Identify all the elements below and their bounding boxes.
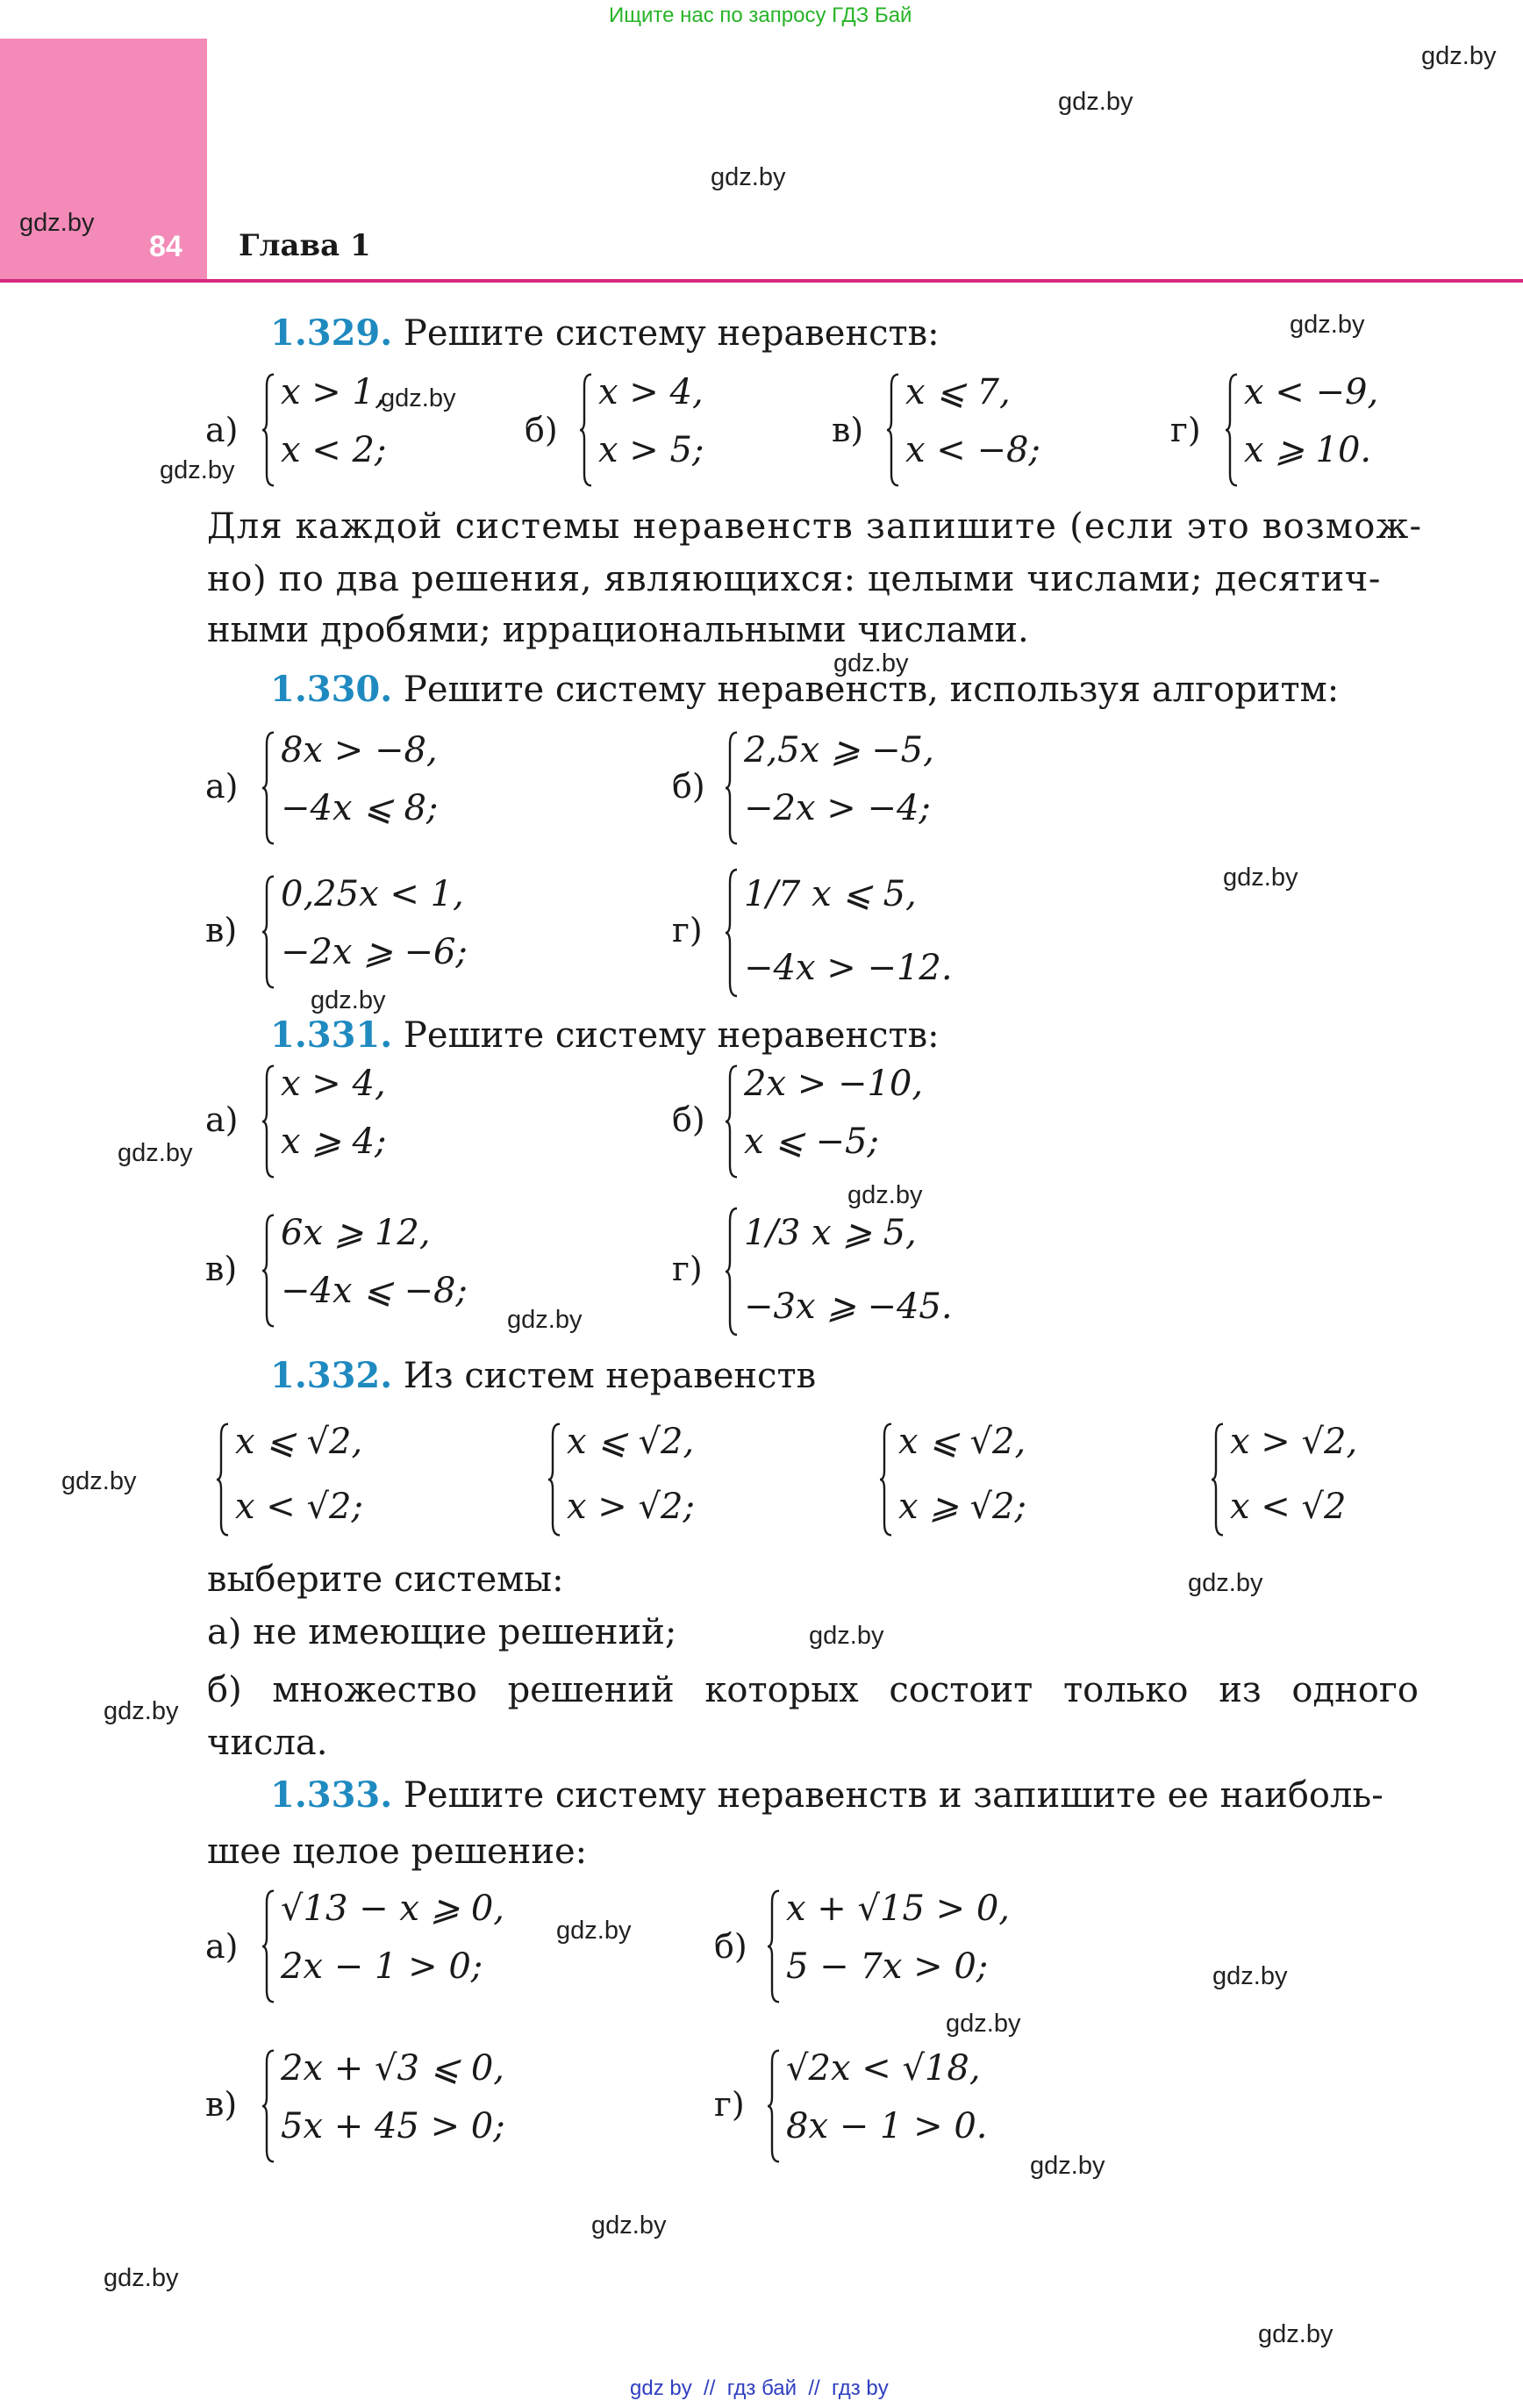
system-line: 8x − 1 > 0. bbox=[786, 2106, 988, 2146]
inequality-system bbox=[767, 1888, 1056, 2004]
system-line: −3x ⩾ −45. bbox=[744, 1286, 953, 1327]
watermark: gdz.by bbox=[104, 2264, 179, 2292]
watermark: gdz.by bbox=[507, 1306, 583, 1334]
system-line: 0,25x < 1, bbox=[281, 874, 464, 914]
brace-icon bbox=[725, 730, 739, 846]
inequality-system bbox=[725, 1064, 970, 1179]
system-line: x > 5; bbox=[598, 430, 704, 470]
system-line: x > √2; bbox=[567, 1487, 695, 1527]
system-line: 2x + √3 ⩽ 0, bbox=[281, 2048, 504, 2089]
watermark: gdz.by bbox=[833, 649, 909, 677]
item-label: г) bbox=[1170, 411, 1201, 449]
system-line: x ⩾ √2; bbox=[898, 1487, 1026, 1527]
brace-icon bbox=[261, 730, 275, 846]
system-line: √13 − x ⩾ 0, bbox=[281, 1888, 504, 1929]
system-line: 8x > −8, bbox=[281, 730, 438, 770]
problem-text: Решите систему неравенств: bbox=[403, 1015, 940, 1056]
inequality-system bbox=[1211, 1422, 1386, 1537]
item-label: а) bbox=[205, 411, 239, 449]
option-b-line: числа. bbox=[207, 1723, 328, 1763]
item-label: б) bbox=[672, 1100, 705, 1139]
inequality-system bbox=[261, 1213, 490, 1329]
system-line: 5 − 7x > 0; bbox=[786, 1946, 989, 1987]
top-search-note: Ищите нас по запросу ГДЗ Бай bbox=[609, 4, 912, 27]
system-line: 1/3 x ⩾ 5, bbox=[744, 1213, 917, 1253]
system-line: x > 4, bbox=[281, 1064, 386, 1104]
watermark: gdz.by bbox=[160, 456, 235, 484]
system-line: x > 4, bbox=[598, 372, 704, 412]
watermark: gdz.by bbox=[556, 1917, 632, 1945]
system-line: x < √2 bbox=[1230, 1487, 1347, 1527]
brace-icon bbox=[879, 1422, 893, 1537]
paragraph-line: Для каждой системы неравенств запишите (если это возмож- bbox=[207, 506, 1423, 547]
inequality-system bbox=[261, 1064, 437, 1179]
paragraph-line: но) по два решения, являющихся: целыми числами; десятич- bbox=[207, 559, 1381, 599]
system-line: x < √2; bbox=[235, 1487, 363, 1527]
problem-text: Из систем неравенств bbox=[403, 1356, 817, 1396]
item-label: г) bbox=[714, 2085, 745, 2124]
paragraph-line: шее целое решение: bbox=[207, 1831, 588, 1872]
brace-icon bbox=[1211, 1422, 1225, 1537]
system-line: x < 2; bbox=[281, 430, 387, 470]
inequality-system bbox=[261, 1888, 551, 2004]
watermark: gdz.by bbox=[711, 163, 786, 191]
problem-text: Решите систему неравенств и запишите ее наиболь- bbox=[403, 1775, 1384, 1816]
problem-number: 1.332. bbox=[270, 1355, 393, 1396]
item-label: а) bbox=[205, 1927, 239, 1966]
watermark: gdz.by bbox=[1223, 864, 1298, 892]
system-line: x ⩽ −5; bbox=[744, 1122, 879, 1162]
brace-icon bbox=[725, 867, 739, 999]
watermark: gdz.by bbox=[19, 209, 95, 237]
item-label: в) bbox=[832, 411, 864, 449]
problem-text: Решите систему неравенств: bbox=[403, 313, 940, 354]
brace-icon bbox=[725, 1206, 739, 1337]
system-line: 2x > −10, bbox=[744, 1064, 924, 1104]
system-line: 2,5x ⩾ −5, bbox=[744, 730, 934, 770]
brace-icon bbox=[1225, 372, 1239, 488]
watermark: gdz.by bbox=[1058, 88, 1133, 116]
system-line: 6x ⩾ 12, bbox=[281, 1213, 431, 1253]
page-number: 84 bbox=[149, 230, 182, 263]
watermark: gdz.by bbox=[381, 384, 456, 412]
brace-icon bbox=[767, 2048, 781, 2164]
watermark: gdz.by bbox=[311, 986, 386, 1014]
watermark: gdz.by bbox=[591, 2211, 667, 2240]
watermark: gdz.by bbox=[946, 2010, 1021, 2038]
system-line: x < −9, bbox=[1244, 372, 1379, 412]
problem-1-329-heading bbox=[270, 312, 940, 354]
inequality-system bbox=[725, 867, 988, 999]
watermark: gdz.by bbox=[1188, 1569, 1263, 1597]
inequality-system bbox=[261, 874, 507, 990]
watermark: gdz.by bbox=[1212, 1962, 1288, 1990]
problem-number: 1.331. bbox=[270, 1014, 393, 1056]
watermark: gdz.by bbox=[809, 1622, 884, 1650]
paragraph-line: ными дробями; иррациональными числами. bbox=[207, 610, 1029, 650]
item-label: в) bbox=[205, 1250, 238, 1288]
option-a: а) не имеющие решений; bbox=[207, 1612, 677, 1652]
paragraph-line: выберите системы: bbox=[207, 1559, 564, 1600]
problem-number: 1.330. bbox=[270, 669, 393, 710]
system-line: −4x > −12. bbox=[744, 948, 953, 988]
inequality-system bbox=[879, 1422, 1055, 1537]
system-line: −2x ⩾ −6; bbox=[281, 932, 468, 972]
inequality-system bbox=[886, 372, 1088, 488]
system-line: x < −8; bbox=[905, 430, 1040, 470]
problem-number: 1.333. bbox=[270, 1774, 393, 1816]
watermark: gdz.by bbox=[1290, 311, 1365, 339]
watermark: gdz.by bbox=[1030, 2152, 1105, 2180]
item-label: в) bbox=[205, 911, 238, 950]
inequality-system bbox=[579, 372, 754, 488]
item-label: г) bbox=[672, 1250, 703, 1288]
inequality-system bbox=[725, 1206, 988, 1337]
inequality-system bbox=[725, 730, 988, 846]
system-line: x > √2, bbox=[1230, 1422, 1358, 1462]
watermark: gdz.by bbox=[104, 1697, 179, 1725]
system-line: x + √15 > 0, bbox=[786, 1888, 1010, 1929]
system-line: x ⩽ √2, bbox=[235, 1422, 363, 1462]
system-line: 2x − 1 > 0; bbox=[281, 1946, 483, 1987]
inequality-system bbox=[547, 1422, 723, 1537]
item-label: а) bbox=[205, 767, 239, 806]
inequality-system bbox=[261, 730, 490, 846]
system-line: −4x ⩽ −8; bbox=[281, 1271, 468, 1311]
problem-1-332-heading bbox=[270, 1355, 816, 1396]
option-b-line: б) множество решений которых состоит только из одного bbox=[207, 1670, 1419, 1710]
inequality-system bbox=[216, 1422, 391, 1537]
watermark: gdz.by bbox=[1421, 42, 1497, 70]
problem-text: Решите систему неравенств, используя алгоритм: bbox=[403, 670, 1340, 710]
inequality-system bbox=[1225, 372, 1435, 488]
system-line: 1/7 x ⩽ 5, bbox=[744, 874, 917, 914]
problem-1-330-heading bbox=[270, 669, 1339, 710]
watermark: gdz.by bbox=[1258, 2320, 1334, 2348]
brace-icon bbox=[261, 372, 275, 488]
brace-icon bbox=[261, 874, 275, 990]
system-line: x ⩽ √2, bbox=[567, 1422, 695, 1462]
brace-icon bbox=[547, 1422, 561, 1537]
system-line: −4x ⩽ 8; bbox=[281, 788, 439, 828]
brace-icon bbox=[725, 1064, 739, 1179]
item-label: в) bbox=[205, 2085, 238, 2124]
item-label: б) bbox=[672, 767, 705, 806]
item-label: а) bbox=[205, 1100, 239, 1139]
watermark: gdz.by bbox=[118, 1139, 193, 1167]
system-line: x ⩾ 10. bbox=[1244, 430, 1372, 470]
system-line: √2x < √18, bbox=[786, 2048, 981, 2089]
item-label: б) bbox=[714, 1927, 747, 1966]
chapter-title: Глава 1 bbox=[239, 228, 371, 263]
brace-icon bbox=[216, 1422, 230, 1537]
system-line: x ⩾ 4; bbox=[281, 1122, 387, 1162]
brace-icon bbox=[261, 1888, 275, 2004]
brace-icon bbox=[579, 372, 593, 488]
footer-links[interactable]: gdz by // гдз бай // гдз by bbox=[630, 2376, 889, 2400]
brace-icon bbox=[261, 2048, 275, 2164]
item-label: г) bbox=[672, 911, 703, 950]
system-line: x > 1, bbox=[281, 372, 386, 412]
inequality-system bbox=[261, 372, 437, 488]
problem-number: 1.329. bbox=[270, 312, 393, 354]
watermark: gdz.by bbox=[61, 1467, 137, 1495]
brace-icon bbox=[767, 1888, 781, 2004]
problem-1-331-heading bbox=[270, 1014, 940, 1056]
problem-1-333-heading bbox=[270, 1774, 1384, 1816]
watermark: gdz.by bbox=[847, 1181, 923, 1209]
inequality-system bbox=[767, 2048, 1056, 2164]
header-rule bbox=[0, 279, 1523, 283]
item-label: б) bbox=[525, 411, 558, 449]
brace-icon bbox=[886, 372, 900, 488]
brace-icon bbox=[261, 1064, 275, 1179]
system-line: 5x + 45 > 0; bbox=[281, 2106, 505, 2146]
brace-icon bbox=[261, 1213, 275, 1329]
system-line: x ⩽ 7, bbox=[905, 372, 1011, 412]
inequality-system bbox=[261, 2048, 551, 2164]
system-line: x ⩽ √2, bbox=[898, 1422, 1026, 1462]
system-line: −2x > −4; bbox=[744, 788, 931, 828]
